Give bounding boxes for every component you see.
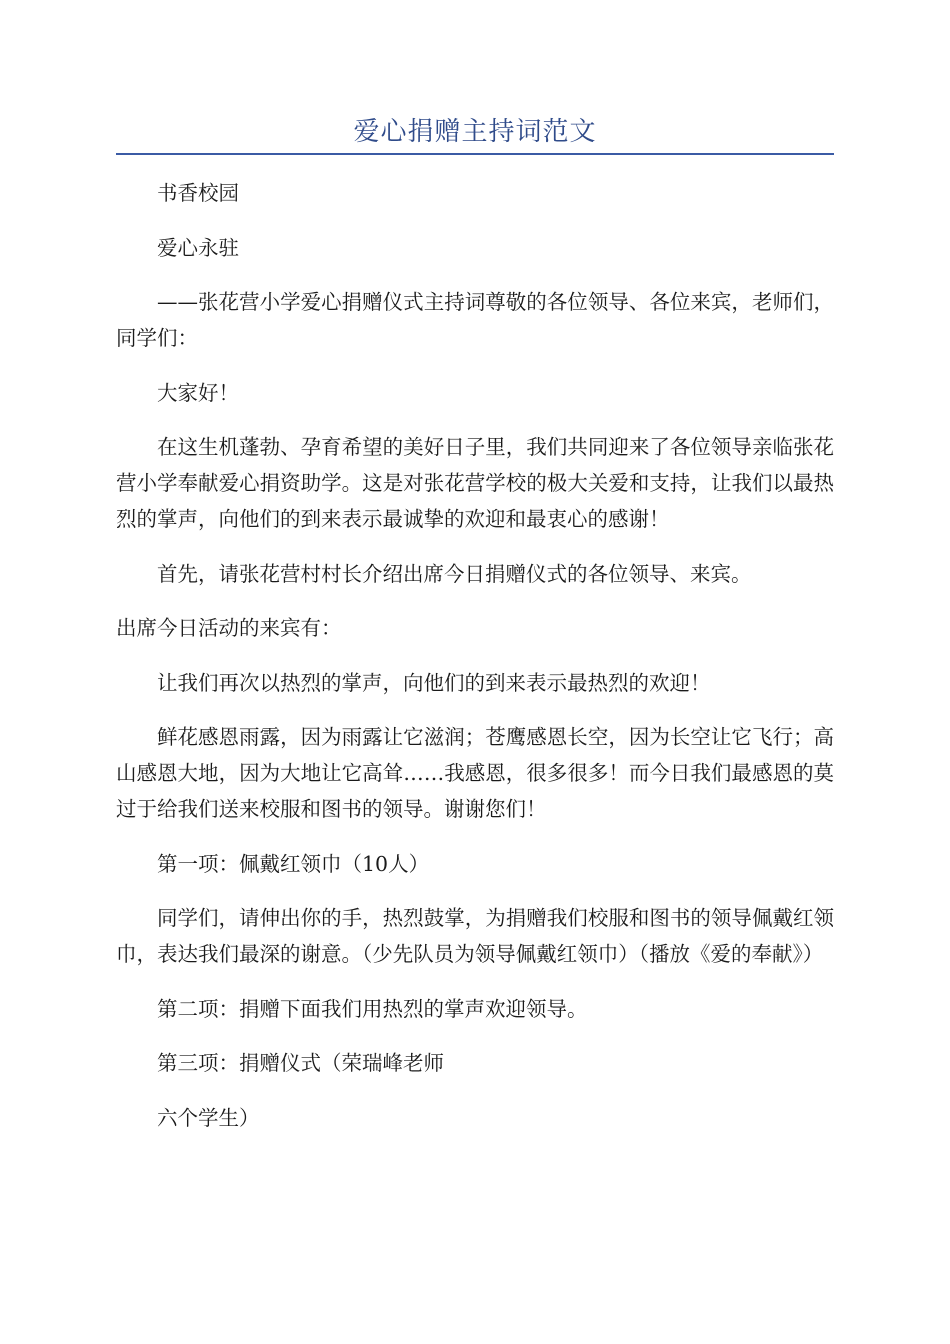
paragraph: 出席今日活动的来宾有：	[116, 616, 342, 640]
paragraph: ——张花营小学爱心捐赠仪式主持词尊敬的各位领导、各位来宾，老师们，同学们：	[116, 290, 834, 350]
document-body	[116, 175, 834, 1154]
paragraph: 让我们再次以热烈的掌声，向他们的到来表示最热烈的欢迎！	[157, 670, 711, 695]
paragraph: 首先，请张花营村村长介绍出席今日捐赠仪式的各位领导、来宾。	[157, 561, 752, 586]
paragraph: 六个学生）	[157, 1105, 260, 1130]
document-title: 爱心捐赠主持词范文	[353, 117, 597, 147]
title-underline	[116, 153, 834, 155]
paragraph: 鲜花感恩雨露，因为雨露让它滋润；苍鹰感恩长空，因为长空让它飞行；高山感恩大地，因为大地让它高耸……我感恩，很多很多！而今日我们最感恩的莫过于给我们送来校服和图书的领导。谢谢您们！	[116, 725, 834, 821]
paragraph: 第二项：捐赠下面我们用热烈的掌声欢迎领导。	[157, 996, 588, 1021]
paragraph: 大家好！	[157, 380, 239, 405]
paragraph: 同学们，请伸出你的手，热烈鼓掌，为捐赠我们校服和图书的领导佩戴红领巾，表达我们最深的谢意。（少先队员为领导佩戴红领巾）（播放《爱的奉献》）	[116, 906, 834, 966]
paragraph: 第一项：佩戴红领巾（10人）	[157, 851, 430, 876]
paragraph: 第三项：捐赠仪式（荣瑞峰老师	[157, 1051, 444, 1075]
paragraph: 爱心永驻	[157, 235, 239, 260]
paragraph: 在这生机蓬勃、孕育希望的美好日子里，我们共同迎来了各位领导亲临张花营小学奉献爱心捐资助学。这是对张花营学校的极大关爱和支持，让我们以最热烈的掌声，向他们的到来表示最诚挚的欢迎和最衷心的感谢！	[116, 435, 834, 531]
paragraph: 书香校园	[157, 181, 239, 205]
